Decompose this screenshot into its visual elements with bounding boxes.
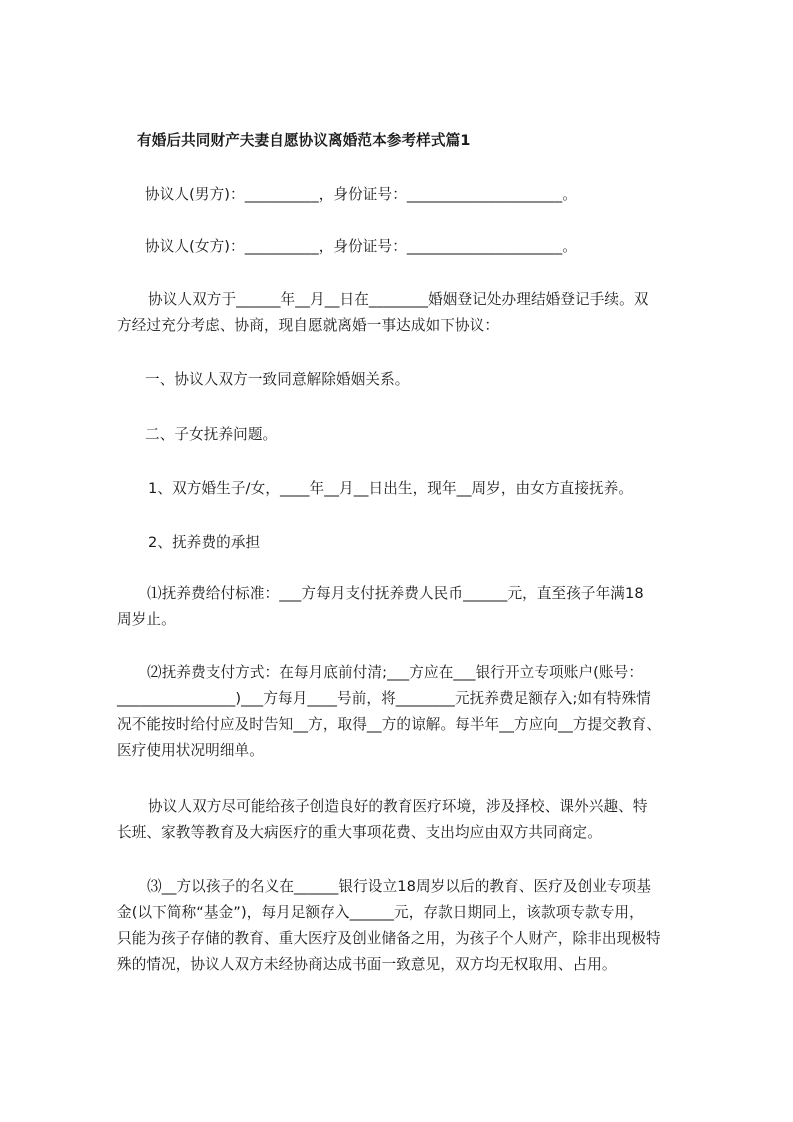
document-title: 有婚后共同财产夫妻自愿协议离婚范本参考样式篇1 <box>137 132 471 149</box>
party-male-line: 协议人(男方)：__________，身份证号：_____________________。 <box>145 186 577 203</box>
clause-1: 一、协议人双方一致同意解除婚姻关系。 <box>145 371 410 388</box>
item-1: 1、双方婚生子/女，____年__月__日出生，现年__周岁，由女方直接抚养。 <box>148 480 634 497</box>
education-line-2: 长班、家教等教育及大病医疗的重大事项花费、支出均应由双方共同商定。 <box>117 824 602 841</box>
sub-2-line-4: 医疗使用状况明细单。 <box>117 742 264 759</box>
sub-2-line-3: 况不能按时给付应及时告知__方，取得__方的谅解。每半年__方应向__方提交教育、 <box>117 716 662 733</box>
intro-line-1: 协议人双方于______年__月__日在________婚姻登记处办理结婚登记手续。双 <box>148 291 649 308</box>
education-line-1: 协议人双方尽可能给孩子创造良好的教育医疗环境，涉及择校、课外兴趣、特 <box>148 798 648 815</box>
sub-3-line-2: 金(以下简称“基金”)，每月足额存入______元，存款日期同上，该款项专款专用， <box>117 904 644 921</box>
sub-3-line-1: ⑶__方以孩子的名义在______银行设立18周岁以后的教育、医疗及创业专项基 <box>147 878 652 895</box>
party-female-line: 协议人(女方)：__________，身份证号：_____________________。 <box>145 238 577 255</box>
sub-2-line-2: ________________)___方每月____号前，将________元抚养费足额存入;如有特殊情 <box>117 690 651 707</box>
sub-2-line-1: ⑵抚养费支付方式：在每月底前付清;___方应在___银行开立专项账户(账号： <box>147 664 644 681</box>
item-2: 2、抚养费的承担 <box>148 534 261 551</box>
sub-3-line-3: 只能为孩子存储的教育、重大医疗及创业储备之用，为孩子个人财产，除非出现极特 <box>117 930 661 947</box>
clause-2: 二、子女抚养问题。 <box>145 426 278 443</box>
intro-line-2: 方经过充分考虑、协商，现自愿就离婚一事达成如下协议： <box>117 317 500 334</box>
sub-1-line-2: 周岁止。 <box>117 611 176 628</box>
sub-3-line-4: 殊的情况，协议人双方未经协商达成书面一致意见，双方均无权取用、占用。 <box>117 956 617 973</box>
sub-1-line-1: ⑴抚养费给付标准：___方每月支付抚养费人民币______元，直至孩子年满18 <box>147 585 644 602</box>
